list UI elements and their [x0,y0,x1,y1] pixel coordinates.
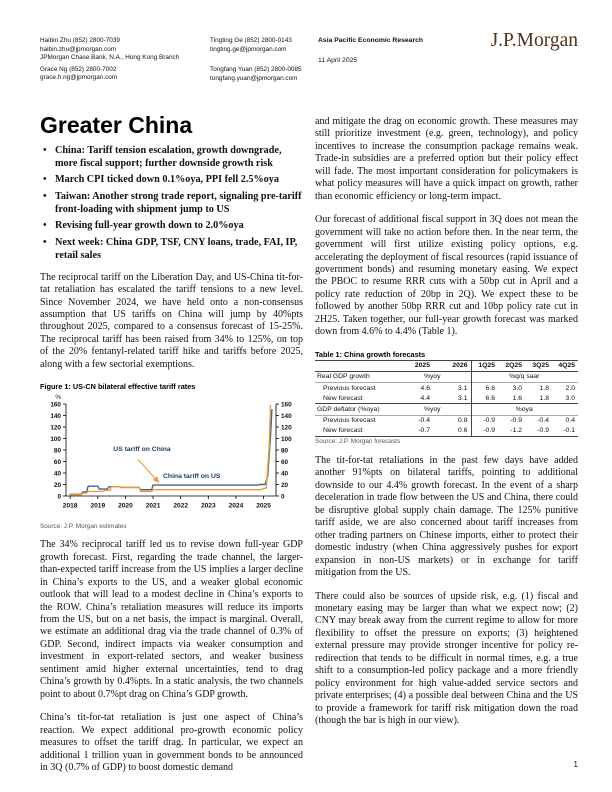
bank-line: JPMorgan Chase Bank, N.A., Hong Kong Branch [40,54,180,62]
svg-text:100: 100 [50,436,61,444]
analyst-name-phone: Haibin Zhu (852) 2800-7039 [40,37,120,44]
table-caption: Table 1: China growth forecasts [315,349,426,359]
china-growth-forecast-table [315,360,578,437]
unit-cell: %yoy [423,373,441,381]
section-label: GDP deflator (%oya) [317,406,380,414]
cell: 1.8 [539,384,549,392]
svg-text:160: 160 [281,401,292,409]
cell: 3.0 [512,384,522,392]
svg-text:2020: 2020 [118,502,133,510]
svg-text:60: 60 [53,459,61,467]
cell: 3.1 [458,384,468,392]
body-paragraph: The reciprocal tariff on the Liberation Day, and US-China tit-for-tat retaliation has escalated the tariff tensions to a new level. Since November 2024, we have held onto a non-consensus assumption that US tariffs on China will jump by 40%pts throughout 2025, compared to a consensus forecast of 15-25%. The reciprocal tariff has been raised from 34% to 125%, on top of the 20% fentanyl-related tariff hike and tariffs before 2025, along with a few sectorial exemptions. [40,271,303,370]
svg-text:2022: 2022 [173,502,189,510]
svg-text:80: 80 [281,447,289,455]
cell: 4.4 [420,394,430,402]
cell: 0.6 [458,427,468,435]
cell: 6.6 [471,393,498,404]
cell: 0.8 [458,417,468,425]
svg-text:China tariff on US: China tariff on US [163,473,221,481]
cell: -0.4 [537,417,549,425]
analyst-name-phone: Grace Ng (852) 2800-7002 [40,65,117,73]
figure1-chart [40,392,303,522]
svg-text:0: 0 [281,493,285,501]
figure-source: Source: J.P. Morgan estimates [40,523,127,531]
col-header: 1Q25 [471,360,498,371]
svg-text:120: 120 [50,424,61,432]
cell: -0.4 [418,417,430,425]
analyst-email[interactable]: grace.h.ng@jpmorgan.com [40,74,118,82]
svg-text:2021: 2021 [145,502,161,510]
svg-text:100: 100 [281,436,292,444]
analyst-email[interactable]: tongfang.yuan@jpmorgan.com [210,74,298,82]
cell: -0.1 [563,427,575,435]
bullet-item: • Next week: China GDP, TSF, CNY loans, trade, FAI, IP, retail sales [40,237,303,263]
bullet-item: • Taiwan: Another strong trade report, signaling pre-tariff front-loading with shipment jump to US [40,191,303,217]
svg-text:2023: 2023 [200,502,216,510]
col-header: 2Q25 [505,362,522,370]
svg-text:%: % [55,394,61,402]
col-header: 3Q25 [532,362,549,370]
body-paragraph: China’s tit-for-tat retaliation is just one aspect of China’s reaction. We expect additional pro-growth economic policy measures to offset the tariff drag. In particular, we expect an additional 1 trillion yuan in government bonds to be announced in 3Q (0.7% of GDP) to boost domestic demand [40,712,303,773]
bullet-item: • March CPI ticked down 0.1%oya, PPI fell 2.5%oya [40,174,303,187]
jpmorgan-logo: J.P.Morgan [490,30,578,51]
cell: -0.9 [537,427,549,435]
contacts-column-1 [40,37,212,83]
svg-text:20: 20 [53,482,61,490]
svg-text:40: 40 [281,470,289,478]
left-column [40,143,303,785]
cell: 1.6 [512,394,522,402]
publication-info [318,37,488,64]
body-paragraph: The tit-for-tat retaliations in the past few days have added another 91%pts on bilateral tariffs, pointing to additional downside to our 4.4% growth forecast. In the event of a sharp deceleration in trade flow between the US and China, there could be disruptive global supply chain damage. The 125% punitive tariff aside, we are also concerned about tariff increases from other trading partners on Chinese imports, either to protect their domestic industry (when China aggressively pushes for export expansion in non-US markets) or in exchange for tariff mitigation from the US. [315,455,578,579]
publication-date: 11 April 2025 [318,57,358,64]
svg-text:US tariff on China: US tariff on China [113,446,171,454]
svg-text:60: 60 [281,459,289,467]
cell: -1.2 [510,427,522,435]
svg-text:2024: 2024 [228,502,244,510]
svg-text:80: 80 [53,447,61,455]
cell: 3.0 [565,394,575,402]
analyst-email[interactable]: haibin.zhu@jpmorgan.com [40,45,117,53]
cell: 0.4 [565,417,575,425]
page-number: 1 [573,760,578,769]
body-paragraph: Our forecast of additional fiscal support in 3Q does not mean the government will take no action before then. In the near term, the government will first utilize existing policy options, e.g. accelerating the deployment of fiscal resources (rapid issuance of government bonds) and resuming monetary easing. We expect the PBOC to resume RRR cuts with a 50bp cut in April and a policy rate reduction of 20bp in 2Q). We expect these to be followed by another 50bp RRR cut and 10bp policy rate cut in 2H25. Taken together, our full-year growth forecast was marked down from 4.6% to 4.4% (Table 1). [315,214,578,338]
svg-text:120: 120 [281,424,292,432]
body-paragraph: The 34% reciprocal tariff led us to revise down full-year GDP growth forecast. First, regarding the trade channel, the larger-than-expected tariff increase from the US implies a larger decline in China’s exports to the US, and a weaker global economic outlook that will lead to a modest decline in China’s exports to the ROW. China’s retaliation measures will reduce its imports from the US, but on a net basis, the impact is marginal. Overall, we estimate an additional drag via the trade channel of 0.3% of GDP. Second, indirect impacts via weaker consumption and investment in export-related sectors, and weaker business sentiment amid higher external uncertainties, tend to drag China’s growth by 0.4%pts. In a static analysis, the two channels point to about 0.7%pt drag on China’s GDP growth. [40,539,303,700]
row-label: Previous forecast [323,384,376,392]
analyst-name-phone: Tingting Ge (852) 2800-0143 [210,37,292,44]
svg-text:40: 40 [53,470,61,478]
cell: -0.9 [471,415,498,426]
svg-text:20: 20 [281,482,289,490]
svg-text:160: 160 [50,401,61,409]
cell: -0.9 [510,417,522,425]
bullet-item: • China: Tariff tension escalation, growth downgrade, more fiscal support; further downside growth risk [40,145,303,171]
bullet-item: • Revising full-year growth down to 2.0%oya [40,220,303,233]
col-header: 2025 [414,362,430,370]
svg-text:2025: 2025 [256,502,271,510]
unit-cell: %yoy [423,406,441,414]
cell: 1.8 [539,394,549,402]
unit-cell: %q/q saar [471,371,578,382]
svg-text:140: 140 [50,413,61,421]
body-paragraph: and mitigate the drag on economic growth. These measures may still prioritize investment (e.g. green, technology), and policy incentives to increase the consumption package remains weak. Trade-in subsidies are a preferred option but their policy effect will fade. The most important consideration for policymakers is what policy measures will have a quick impact on growth, rather than economic efficiency or long-term impact. [315,116,578,202]
page-title: Greater China [40,112,193,138]
col-header: 2026 [452,362,468,370]
research-series-title: Asia Pacific Economic Research [318,37,424,44]
summary-bullet-list [40,145,303,263]
cell: -0.7 [418,427,430,435]
svg-text:0: 0 [57,493,61,501]
cell: 6.6 [471,383,498,394]
analyst-name-phone: Tongfang Yuan (852) 2800-0085 [210,65,302,73]
svg-text:140: 140 [281,413,292,421]
row-label: New forecast [323,427,363,435]
col-header: 4Q25 [558,362,575,370]
row-label: New forecast [323,394,363,402]
table-source: Source: J.P. Morgan forecasts [315,438,401,446]
cell: 4.6 [420,384,430,392]
figure-1 [40,382,303,530]
table-1 [315,350,578,445]
section-label: Real GDP growth [317,373,370,381]
unit-cell: %oya [471,404,578,415]
cell: 3.1 [458,394,468,402]
figure-caption: Figure 1: US-CN bilateral effective tariff rates [40,382,196,392]
svg-text:2018: 2018 [62,502,78,510]
right-column [315,116,578,739]
row-label: Previous forecast [323,417,376,425]
cell: 2.0 [565,384,575,392]
svg-text:2019: 2019 [90,502,106,510]
cell: -0.9 [471,426,498,437]
body-paragraph: There could also be sources of upside risk, e.g. (1) fiscal and monetary easing may be larger than what we expect now; (2) CNY may break away from the current regime to allow for more flexibility to offset the pressure on exports; (3) heightened external pressure may provide stronger incentive for policy re-redirection that tends to be difficult in normal times, e.g. a true shift to a consumption-led policy package and a more friendly policy environment for high value-added service sectors and private enterprises; (4) a possible deal between China and the US to provide a framework for tariff risk mitigation down the road (though the bar is high in our view). [315,590,578,727]
analyst-email[interactable]: tingting.ge@jpmorgan.com [210,45,287,53]
